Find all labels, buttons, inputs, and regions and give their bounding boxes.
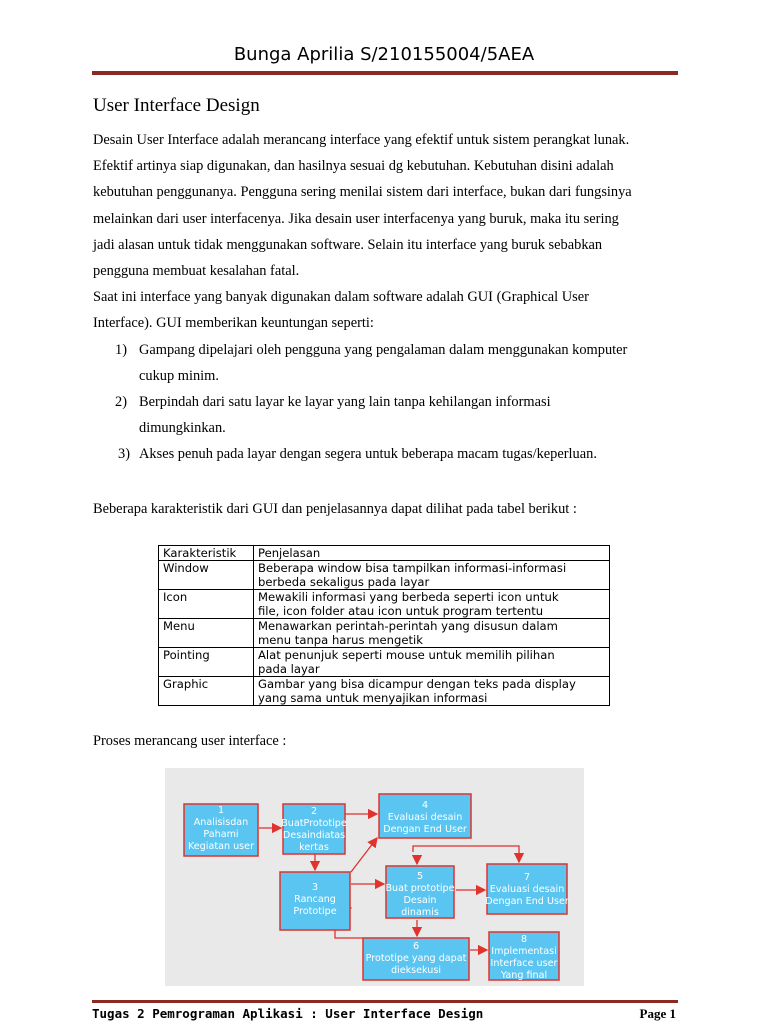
list-item xyxy=(93,441,683,467)
diagram-caption: Proses merancang user interface : xyxy=(93,733,287,749)
table-cell-desc xyxy=(254,590,610,619)
step-label: 4 xyxy=(421,800,429,811)
section-title: User Interface Design xyxy=(93,95,260,116)
paragraph-line: kebutuhan penggunanya. Pengguna sering menilai sistem dari interface, bukan dari fungsinya xyxy=(93,184,632,201)
list-item xyxy=(93,389,683,441)
footer-title: Tugas 2 Pemrograman Aplikasi : User Interface Design xyxy=(92,1006,484,1021)
list-line: Akses penuh pada layar dengan segera untuk beberapa macam tugas/keperluan. xyxy=(139,446,597,463)
list-line: Gampang dipelajari oleh pengguna yang pengalaman dalam menggunakan komputer xyxy=(139,341,628,358)
list-item xyxy=(93,337,683,389)
table-row xyxy=(159,619,610,648)
process-step-3 xyxy=(280,872,350,930)
step-label: Dengan End User xyxy=(485,896,569,907)
table-cell-desc xyxy=(254,619,610,648)
header-rule xyxy=(92,71,678,75)
list-line: cukup minim. xyxy=(139,367,219,384)
step-label: 3 xyxy=(311,882,319,893)
desc-line: Gambar yang bisa dicampur dengan teks pada display xyxy=(258,677,576,691)
table-row xyxy=(159,648,610,677)
step-label: 1 xyxy=(217,805,225,816)
step-label: Kegiatan user xyxy=(187,841,255,852)
list-number: 1) xyxy=(115,341,127,358)
list-line: dimungkinkan. xyxy=(139,420,226,437)
desc-line: yang sama untuk menyajikan informasi xyxy=(258,691,488,705)
list-number: 2) xyxy=(115,394,127,411)
footer-rule xyxy=(92,1000,678,1003)
desc-line: file, icon folder atau icon untuk program tertentu xyxy=(258,604,544,618)
page-number: Page 1 xyxy=(639,1006,676,1021)
step-label: Prototipe xyxy=(293,906,337,917)
paragraph-line: Desain User Interface adalah merancang interface yang efektif untuk sistem perangkat lunak. xyxy=(93,132,630,148)
table-cell-key: Icon xyxy=(159,590,254,619)
table-cell-key: Menu xyxy=(159,619,254,648)
table-cell-key: Window xyxy=(159,561,254,590)
desc-line: menu tanpa harus mengetik xyxy=(258,633,423,647)
step-label: dinamis xyxy=(401,907,439,918)
process-step-5 xyxy=(385,866,454,918)
paragraph-line: Interface). GUI memberikan keuntungan seperti: xyxy=(93,315,374,332)
process-step-4 xyxy=(379,794,471,838)
process-step-1 xyxy=(184,804,258,856)
step-label: kertas xyxy=(299,842,329,853)
desc-line: berbeda sekaligus pada layar xyxy=(258,575,430,589)
paragraph-line: jadi alasan untuk tidak menggunakan software. Selain itu interface yang buruk sebabkan xyxy=(93,236,603,253)
paragraph-line: pengguna membuat kesalahan fatal. xyxy=(93,263,300,280)
table-header-cell: Penjelasan xyxy=(254,546,610,561)
list-number: 3) xyxy=(118,446,130,463)
process-diagram xyxy=(165,768,584,986)
gui-characteristics-table xyxy=(158,545,610,706)
paragraph-line: melainkan dari user interfacenya. Jika desain user interfacenya yang buruk, maka itu sering xyxy=(93,210,619,227)
table-cell-desc xyxy=(254,648,610,677)
table-cell-desc xyxy=(254,677,610,706)
process-step-8 xyxy=(489,932,559,981)
arrow-4-7 xyxy=(413,846,519,862)
step-label: Interface user xyxy=(490,958,558,969)
process-diagram-svg xyxy=(165,768,584,986)
step-label: Evaluasi desain xyxy=(387,812,463,823)
step-label: 5 xyxy=(416,871,424,882)
step-label: Desaindiatas xyxy=(282,830,346,841)
step-label: Implementasi xyxy=(491,946,557,957)
process-step-2 xyxy=(281,804,347,854)
process-step-7 xyxy=(485,864,569,914)
desc-line: Alat penunjuk seperti mouse untuk memilih pilihan xyxy=(258,648,555,662)
paragraph-line: Saat ini interface yang banyak digunakan dalam software adalah GUI (Graphical User xyxy=(93,289,589,306)
table-header-row xyxy=(159,546,610,561)
table-cell-key: Graphic xyxy=(159,677,254,706)
desc-line: Menawarkan perintah-perintah yang disusun dalam xyxy=(258,619,558,633)
step-label: 8 xyxy=(520,934,528,945)
step-label: 7 xyxy=(523,872,531,883)
page-header: Bunga Aprilia S/210155004/5AEA xyxy=(233,44,535,65)
paragraph-line: Efektif artinya siap digunakan, dan hasilnya sesuai dg kebutuhan. Kebutuhan disini adalah xyxy=(93,158,614,175)
table-caption: Beberapa karakteristik dari GUI dan penjelasannya dapat dilihat pada tabel berikut : xyxy=(93,501,577,517)
step-label: BuatPrototipe xyxy=(281,818,347,829)
process-step-6 xyxy=(363,938,469,980)
step-label: Pahami xyxy=(203,829,239,840)
step-label: 2 xyxy=(310,806,318,817)
step-label: 6 xyxy=(412,941,420,952)
desc-line: pada layar xyxy=(258,662,320,676)
step-label: Prototipe yang dapat xyxy=(365,953,467,964)
arrow-3-4 xyxy=(351,838,377,872)
table-row xyxy=(159,677,610,706)
desc-line: Mewakili informasi yang berbeda seperti icon untuk xyxy=(258,590,559,604)
step-label: Buat prototipe xyxy=(385,883,455,894)
table-header-cell: Karakteristik xyxy=(159,546,254,561)
step-label: Analisisdan xyxy=(193,817,249,828)
table-cell-key: Pointing xyxy=(159,648,254,677)
step-label: Evaluasi desain xyxy=(489,884,565,895)
step-label: Rancang xyxy=(294,894,336,905)
table-row xyxy=(159,590,610,619)
desc-line: Beberapa window bisa tampilkan informasi-informasi xyxy=(258,561,567,575)
list-line: Berpindah dari satu layar ke layar yang lain tanpa kehilangan informasi xyxy=(139,394,551,411)
step-label: Desain xyxy=(403,895,437,906)
table-row xyxy=(159,561,610,590)
step-label: Yang final xyxy=(500,970,548,981)
body-text xyxy=(93,127,683,468)
step-label: Dengan End User xyxy=(383,824,467,835)
step-label: dieksekusi xyxy=(390,965,442,976)
table-cell-desc xyxy=(254,561,610,590)
